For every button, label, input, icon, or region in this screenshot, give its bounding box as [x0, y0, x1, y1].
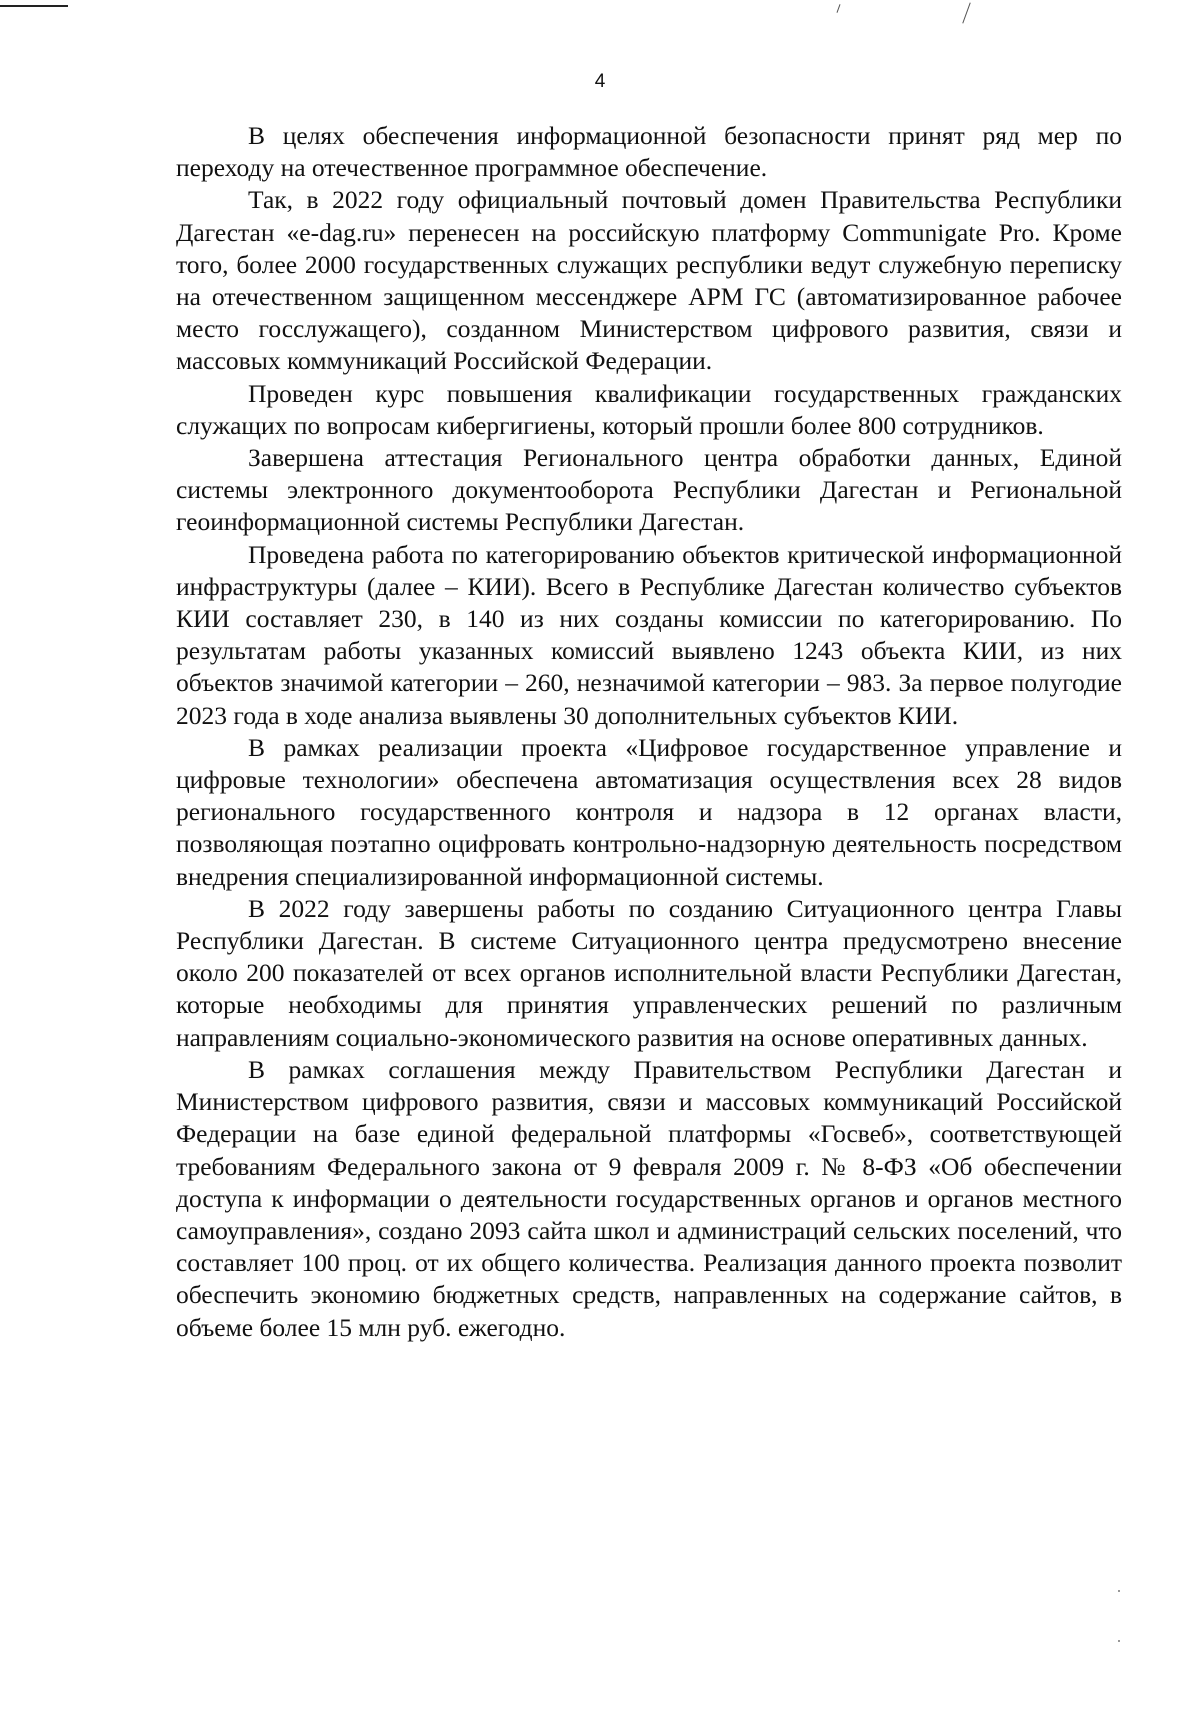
page-number: 4: [594, 71, 606, 92]
scan-edge-line: [0, 5, 68, 7]
document-body: [176, 120, 1122, 1344]
scan-speck: [1118, 1640, 1120, 1642]
paragraph-gosweb: В рамках соглашения между Правительством Республики Дагестан и Министерством цифрового развития, связи и массовых коммуникаций Российской Федерации на базе единой федеральной платформы «Госвеб», соответствующей требованиям Федерального закона от 9 февраля 2009 г. № 8-ФЗ «Об обеспечении доступа к информации о деятельности государственных органов и органов местного самоуправления», создано 2093 сайта школ и администраций сельских поселений, что составляет 100 проц. от их общего количества. Реализация данного проекта позволит обеспечить экономию бюджетных средств, направленных на содержание сайтов, в объеме более 15 млн руб. ежегодно.: [176, 1054, 1122, 1342]
scan-speck: [836, 4, 840, 13]
scan-speck: [1118, 1590, 1120, 1592]
paragraph-situation-center: В 2022 году завершены работы по созданию Ситуационного центра Главы Республики Дагестан. В системе Ситуационного центра предусмотрено внесение около 200 показателей от всех органов исполнительной власти Республики Дагестан, которые необходимы для принятия управленческих решений по различным направлениям социально-экономического развития на основе оперативных данных.: [176, 893, 1122, 1052]
paragraph-digital-control: В рамках реализации проекта «Цифровое государственное управление и цифровые технологии» обеспечена автоматизация осуществления всех 28 видов регионального государственного контроля и надзора в 12 органах власти, позволяющая поэтапно оцифровать контрольно-надзорную деятельность посредством внедрения специализированной информационной системы.: [176, 732, 1122, 891]
paragraph-security-measures: В целях обеспечения информационной безопасности принят ряд мер по переходу на отечественное программное обеспечение.: [176, 121, 1122, 183]
paragraph-certification: Завершена аттестация Регионального центра обработки данных, Единой системы электронного документооборота Республики Дагестан и Региональной геоинформационной системы Республики Дагестан.: [176, 443, 1122, 537]
paragraph-training-course: Проведен курс повышения квалификации государственных гражданских служащих по вопросам кибергигиены, который прошли более 800 сотрудников.: [176, 378, 1122, 440]
scan-speck: [962, 2, 970, 23]
paragraph-mail-domain: Так, в 2022 году официальный почтовый домен Правительства Республики Дагестан «e-dag.ru» перенесен на российскую платформу Communigate Pro. Кроме того, более 2000 государственных служащих республики ведут служебную переписку на отечественном защищенном мессенджере АРМ ГС (автоматизированное рабочее место госслужащего), созданном Министерством цифрового развития, связи и массовых коммуникаций Российской Федерации.: [176, 185, 1122, 376]
paragraph-kii-categorization: Проведена работа по категорированию объектов критической информационной инфраструктуры (далее – КИИ). Всего в Республике Дагестан количество субъектов КИИ составляет 230, в 140 из них созданы комиссии по категорированию. По результатам работы указанных комиссий выявлено 1243 объекта КИИ, из них объектов значимой категории – 260, незначимой категории – 983. За первое полугодие 2023 года в ходе анализа выявлены 30 дополнительных субъектов КИИ.: [176, 539, 1122, 730]
